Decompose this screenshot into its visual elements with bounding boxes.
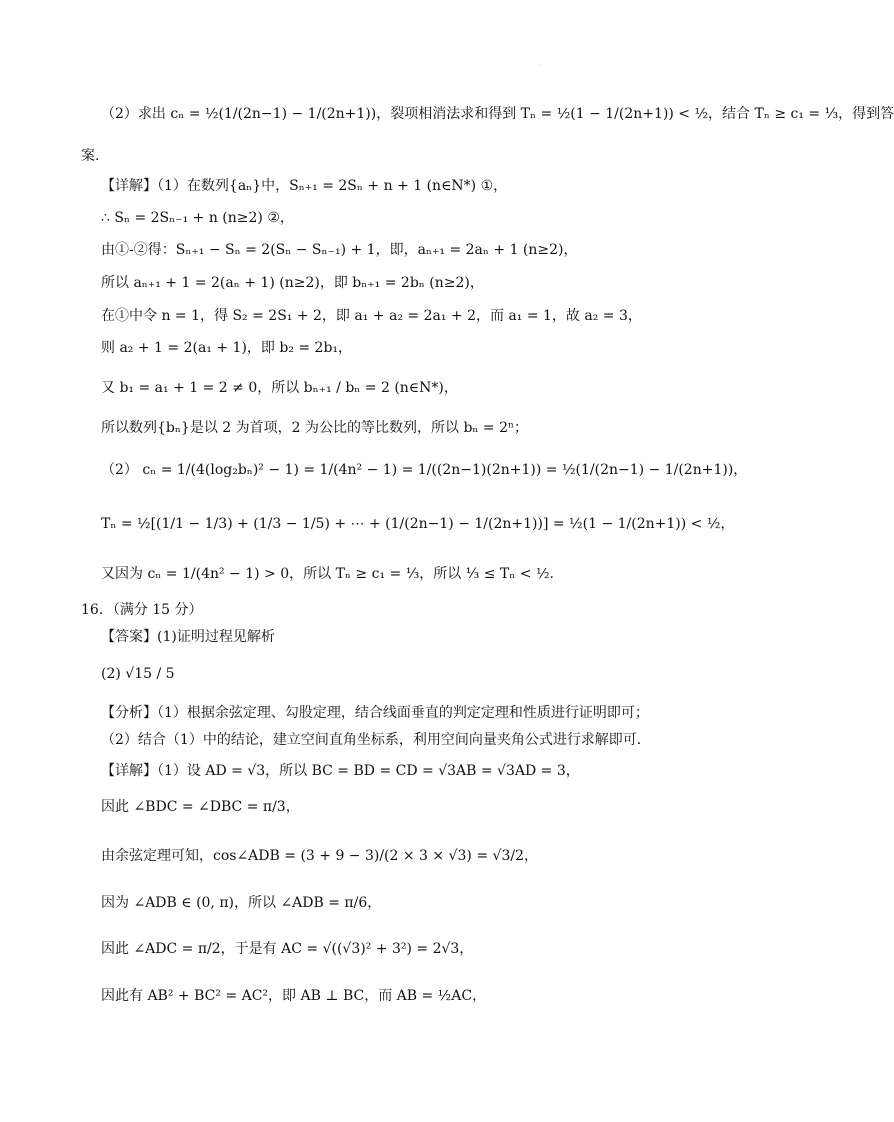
text-line: ∴ Sₙ = 2Sₙ₋₁ + n (n≥2) ②，	[101, 210, 294, 226]
text-line: 案.	[81, 148, 100, 164]
question-heading: 16．（满分 15 分）	[81, 602, 203, 618]
text-line: 因此 ∠BDC = ∠DBC = π/3，	[101, 799, 300, 815]
text-line: 因此有 AB² + BC² = AC²，即 AB ⊥ BC，而 AB = ½AC，	[101, 988, 487, 1004]
page-speck: ·	[538, 62, 540, 69]
answer-line: 【答案】(1)证明过程见解析	[101, 629, 275, 645]
text-line: （2）求出 cₙ = ½(1/(2n−1) − 1/(2n+1))，裂项相消法求和得到 Tₙ = ½(1 − 1/(2n+1)) < ½，结合 Tₙ ≥ c₁ = ⅓，得到答	[101, 106, 894, 122]
text-line: 又 b₁ = a₁ + 1 = 2 ≠ 0，所以 bₙ₊₁ / bₙ = 2 (n∈N*)，	[101, 380, 458, 396]
text-line: 因为 ∠ADB ∈ (0, π)，所以 ∠ADB = π/6，	[101, 895, 382, 911]
text-line: 由①-②得：Sₙ₊₁ − Sₙ = 2(Sₙ − Sₙ₋₁) + 1，即，aₙ₊₁ = 2aₙ + 1 (n≥2)，	[101, 242, 578, 258]
text-line: （2） cₙ = 1/(4(log₂bₙ)² − 1) = 1/(4n² − 1) = 1/((2n−1)(2n+1)) = ½(1/(2n−1) − 1/(2n+1))，	[101, 462, 748, 478]
analysis-line: 【分析】（1）根据余弦定理、勾股定理，结合线面垂直的判定定理和性质进行证明即可；	[101, 705, 649, 721]
text-line: 则 a₂ + 1 = 2(a₁ + 1)，即 b₂ = 2b₁，	[101, 340, 353, 356]
text-line: 【详解】（1）在数列{aₙ}中，Sₙ₊₁ = 2Sₙ + n + 1 (n∈N*) ①，	[101, 178, 508, 194]
analysis-line: （2）结合（1）中的结论，建立空间直角坐标系，利用空间向量夹角公式进行求解即可.	[101, 732, 642, 748]
text-line: 由余弦定理可知，cos∠ADB = (3 + 9 − 3)/(2 × 3 × √3) = √3/2，	[101, 848, 538, 864]
answer-line: (2) √15 / 5	[101, 666, 175, 682]
text-line: 在①中令 n = 1，得 S₂ = 2S₁ + 2，即 a₁ + a₂ = 2a₁ + 2，而 a₁ = 1，故 a₂ = 3，	[101, 308, 642, 324]
text-line: 所以数列{bₙ}是以 2 为首项，2 为公比的等比数列，所以 bₙ = 2ⁿ；	[101, 420, 529, 436]
text-line: Tₙ = ½[(1/1 − 1/3) + (1/3 − 1/5) + ⋯ + (1/(2n−1) − 1/(2n+1))] = ½(1 − 1/(2n+1)) < ½，	[101, 516, 735, 532]
text-line: 【详解】（1）设 AD = √3，所以 BC = BD = CD = √3AB = √3AD = 3，	[101, 763, 580, 779]
text-line: 因此 ∠ADC = π/2，于是有 AC = √((√3)² + 3²) = 2√3，	[101, 941, 474, 957]
text-line: 所以 aₙ₊₁ + 1 = 2(aₙ + 1) (n≥2)，即 bₙ₊₁ = 2bₙ (n≥2)，	[101, 275, 484, 291]
text-line: 又因为 cₙ = 1/(4n² − 1) > 0，所以 Tₙ ≥ c₁ = ⅓，所以 ⅓ ≤ Tₙ < ½.	[101, 566, 554, 582]
